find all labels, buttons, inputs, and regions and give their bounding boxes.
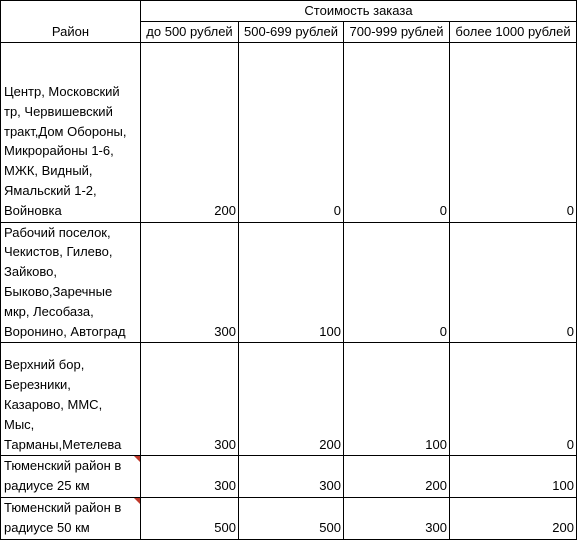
order-cost-header-label: Стоимость заказа xyxy=(304,3,413,18)
price-cell[interactable] xyxy=(141,343,239,456)
price-cell[interactable] xyxy=(450,497,577,539)
column-header-cell[interactable] xyxy=(239,21,344,42)
price-value: 200 xyxy=(552,519,574,535)
district-line: Тарманы,Метелева xyxy=(4,436,122,452)
column-header-cell[interactable] xyxy=(344,21,450,42)
price-cell[interactable] xyxy=(141,222,239,343)
price-cell[interactable] xyxy=(450,222,577,343)
price-value: 100 xyxy=(425,436,447,452)
price-cell[interactable] xyxy=(141,42,239,222)
district-line: Березники, xyxy=(4,377,71,393)
price-cell[interactable] xyxy=(344,456,450,498)
district-line: радиусе 50 км xyxy=(4,519,90,535)
price-cell[interactable] xyxy=(450,343,577,456)
price-value: 0 xyxy=(333,202,341,218)
district-line: Зайково, xyxy=(4,264,58,280)
district-line: Войновка xyxy=(4,202,62,218)
table-row xyxy=(1,456,577,498)
price-value: 0 xyxy=(566,436,574,452)
table-row xyxy=(1,222,577,343)
price-value: 300 xyxy=(214,478,236,494)
column-header-cell[interactable] xyxy=(141,21,239,42)
price-value: 300 xyxy=(425,519,447,535)
district-cell[interactable] xyxy=(1,42,141,222)
district-line: мкр, Лесобаза, xyxy=(4,303,94,319)
district-line: Воронино, Автоград xyxy=(4,323,126,339)
district-line: Центр, Московский xyxy=(4,84,120,100)
district-line: тракт,Дом Обороны, xyxy=(4,123,127,139)
column-header-label: более 1000 рублей xyxy=(455,23,571,39)
district-line: тр, Червишевский xyxy=(4,103,113,119)
district-line: Быково,Заречные xyxy=(4,283,113,299)
district-line: Мыс, xyxy=(4,416,35,432)
district-cell[interactable] xyxy=(1,343,141,456)
district-line: Верхний бор, xyxy=(4,357,85,373)
price-value: 200 xyxy=(214,202,236,218)
column-header-label: 500-699 рублей xyxy=(244,23,338,39)
column-header-label: 700-999 рублей xyxy=(349,23,444,39)
price-value: 100 xyxy=(319,323,341,339)
price-cell[interactable] xyxy=(344,42,450,222)
price-cell[interactable] xyxy=(239,42,344,222)
district-header-label: Район xyxy=(51,23,90,39)
district-line: Микрорайоны 1-6, xyxy=(4,143,114,159)
price-cell[interactable] xyxy=(344,343,450,456)
price-cell[interactable] xyxy=(344,222,450,343)
district-cell[interactable] xyxy=(1,222,141,343)
district-cell[interactable] xyxy=(1,497,141,539)
price-value: 300 xyxy=(319,478,341,494)
table-row xyxy=(1,343,577,456)
district-line: Казарово, ММС, xyxy=(4,396,103,412)
price-cell[interactable] xyxy=(239,343,344,456)
column-header-cell[interactable] xyxy=(450,21,577,42)
column-header-label: до 500 рублей xyxy=(146,23,233,39)
price-value: 100 xyxy=(552,478,574,494)
price-cell[interactable] xyxy=(141,456,239,498)
district-line: Ямальский 1-2, xyxy=(4,183,97,198)
district-cell[interactable] xyxy=(1,456,141,498)
price-value: 200 xyxy=(319,436,341,452)
price-cell[interactable] xyxy=(450,42,577,222)
price-value: 0 xyxy=(566,323,574,339)
district-line: Тюменский район в xyxy=(4,499,122,515)
comment-indicator-icon[interactable] xyxy=(134,498,140,504)
price-value: 0 xyxy=(566,202,574,218)
district-line: Чекистов, Гилево, xyxy=(4,244,113,260)
district-line: радиусе 25 км xyxy=(4,478,90,494)
price-value: 0 xyxy=(439,202,447,218)
price-cell[interactable] xyxy=(239,222,344,343)
price-cell[interactable] xyxy=(450,456,577,498)
price-cell[interactable] xyxy=(239,456,344,498)
district-line: МЖК, Видный, xyxy=(4,163,93,179)
price-cell[interactable] xyxy=(344,497,450,539)
order-cost-header-cell[interactable] xyxy=(141,1,577,22)
table-row xyxy=(1,42,577,222)
price-value: 300 xyxy=(214,436,236,452)
table-row xyxy=(1,497,577,539)
price-value: 300 xyxy=(214,323,236,339)
price-value: 0 xyxy=(439,323,447,339)
price-value: 200 xyxy=(425,478,447,494)
price-value: 500 xyxy=(319,519,341,535)
district-line: Рабочий поселок, xyxy=(4,224,111,240)
district-header-cell[interactable] xyxy=(1,1,141,43)
district-line: Тюменский район в xyxy=(4,458,122,474)
price-value: 500 xyxy=(214,519,236,535)
comment-indicator-icon[interactable] xyxy=(134,456,140,462)
price-cell[interactable] xyxy=(239,497,344,539)
price-cell[interactable] xyxy=(141,497,239,539)
